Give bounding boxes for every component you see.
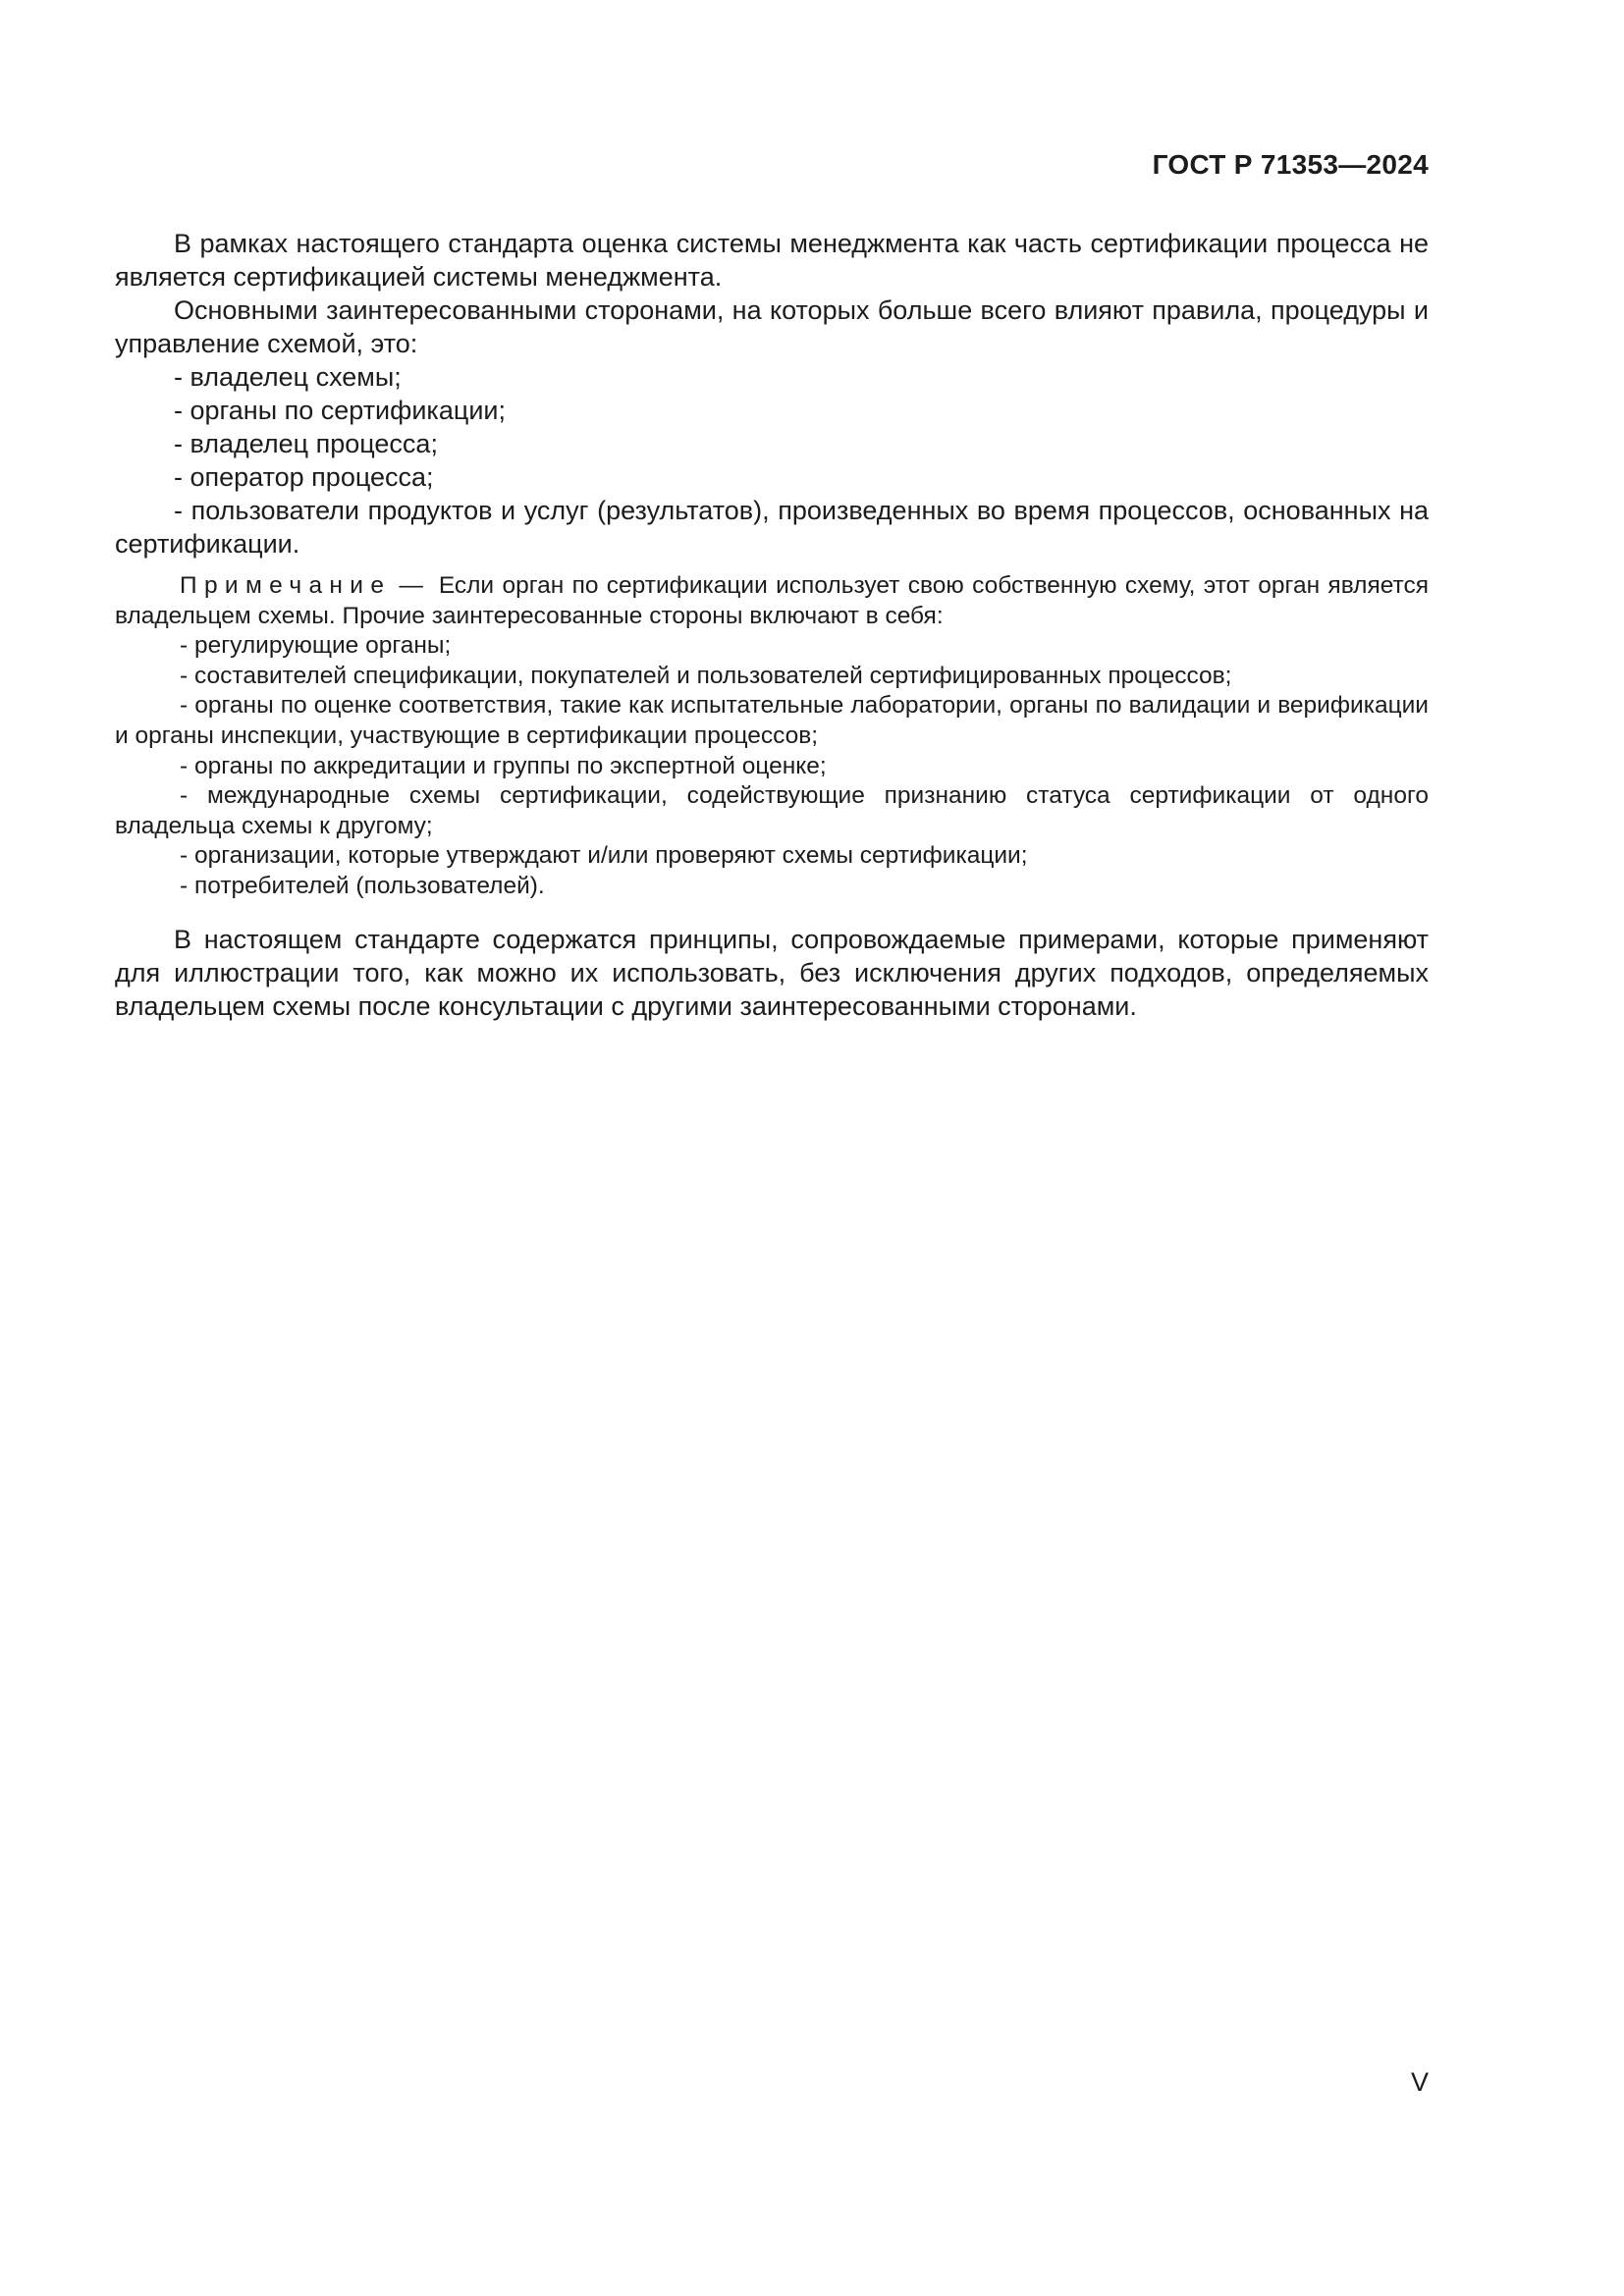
note-item: - организации, которые утверждают и/или проверяют схемы сертификации; bbox=[180, 842, 1028, 870]
note-item: - органы по аккредитации и группы по экспертной оценке; bbox=[180, 752, 827, 779]
note-dash: — bbox=[399, 572, 423, 599]
note-item: - международные схемы сертификации, содействующие признанию статуса сертификации от одного владельца схемы к другому; bbox=[115, 782, 1429, 839]
stakeholder-item: - органы по сертификации; bbox=[174, 396, 506, 425]
note-intro-paragraph bbox=[115, 571, 1429, 631]
paragraph-scope: В рамках настоящего стандарта оценка системы менеджмента как часть сертификации процесса не является сертификацией системы менеджмента. bbox=[115, 229, 1429, 292]
doc-number: ГОСТ Р 71353—2024 bbox=[1152, 149, 1429, 180]
page-number: V bbox=[1410, 2067, 1429, 2097]
stakeholder-item: - владелец схемы; bbox=[174, 362, 402, 392]
note-item: - органы по оценке соответствия, такие как испытательные лаборатории, органы по валидации и верификации и органы инспекции, участвующие в сертификации процессов; bbox=[115, 692, 1429, 749]
paragraph-closing: В настоящем стандарте содержатся принципы, сопровождаемые примерами, которые применяют для иллюстрации того, как можно их использовать, без исключения других подходов, определяемых владельцем схемы после консультации с другими заинтересованными сторонами. bbox=[115, 924, 1429, 1021]
paragraph-stakeholders-intro: Основными заинтересованными сторонами, на которых больше всего влияют правила, процедуры и управление схемой, это: bbox=[115, 295, 1429, 358]
note-block bbox=[115, 571, 1429, 902]
note-item: - регулирующие органы; bbox=[180, 632, 452, 660]
note-label: Примечание bbox=[180, 572, 392, 599]
note-item: - потребителей (пользователей). bbox=[180, 872, 545, 899]
stakeholder-item: - владелец процесса; bbox=[174, 429, 438, 458]
note-item: - составителей спецификации, покупателей и пользователей сертифицированных процессов; bbox=[180, 662, 1232, 689]
page-body bbox=[115, 227, 1429, 1023]
note-intro-text: Если орган по сертификации использует свою собственную схему, этот орган является владельцем схемы. Прочие заинтересованные стороны включают в себя: bbox=[115, 572, 1429, 629]
stakeholder-item: - оператор процесса; bbox=[174, 462, 434, 492]
stakeholder-item: - пользователи продуктов и услуг (результатов), произведенных во время процессов, основанных на сертификации. bbox=[115, 496, 1429, 559]
